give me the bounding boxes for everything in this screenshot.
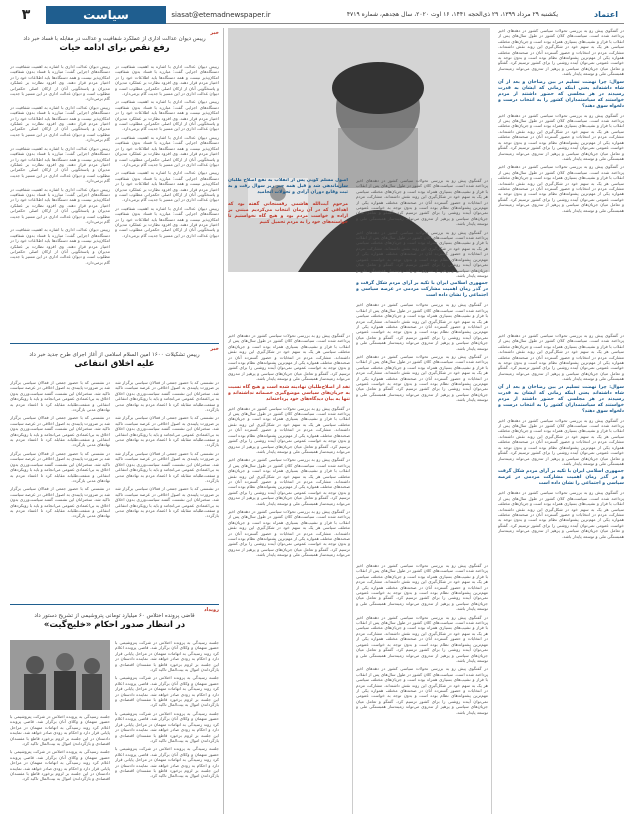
article-body: جلسه رسیدگی به پرونده اختلاس در شرکت پتروشیمی با حضور متهمان و وکلای آنان برگزار شد. قاضی پرونده اعلام کرد روند رسیدگی به اتهامات متهمان در مراحل پایانی قرار دارد و احکام به زودی صادر خواهد شد. نماینده دادستان در این جلسه بر لزوم برخورد قاطع با مفسدان اقتصادی و بازگرداندن اموال به بیت‌المال تاکید کرد. xyxy=(115,640,219,673)
article-body: در نشستی که با حضور جمعی از فعالان سیاسی برگزار شد بر ضرورت پایبندی به اصول اخلاقی در عرصه سیاست تاکید شد. سخنرانان این نشست گفتند سیاست‌ورزی بدون اخلاق به بی‌اعتمادی عمومی می‌انجامد و باید با رویکردهای انتفاعی و منفعت‌طلبانه مقابله کرد تا اعتماد مردم به نهادهای مدنی بازگردد. xyxy=(10,450,110,483)
article-3-col-b xyxy=(115,640,219,814)
article-1-col-b xyxy=(115,64,219,339)
article-body: رییس دیوان عدالت اداری با اشاره به اهمیت شفافیت در دستگاه‌های اجرایی گفت: مبارزه با فساد بدون شفافیت امکان‌پذیر نیست و همه دستگاه‌ها باید اطلاعات خود را در اختیار مردم قرار دهند. وی افزود نظارت بر عملکرد مدیران و پاسخگویی آنان از ارکان اصلی حکمرانی مطلوب است و دیوان عدالت اداری در این مسیر با جدیت گام برمی‌دارد. xyxy=(115,64,219,97)
column-rule xyxy=(352,333,353,814)
article-body: جلسه رسیدگی به پرونده اختلاس در شرکت پتروشیمی با حضور متهمان و وکلای آنان برگزار شد. قاضی پرونده اعلام کرد روند رسیدگی به اتهامات متهمان در مراحل پایانی قرار دارد و احکام به زودی صادر خواهد شد. نماینده دادستان در این جلسه بر لزوم برخورد قاطع با مفسدان اقتصادی و بازگرداندن اموال به بیت‌المال تاکید کرد. xyxy=(115,746,219,779)
body-text: در گفتگوی پیش رو به بررسی تحولات سیاسی کشور در دهه‌های اخیر پرداخته شده است. سیاست‌های کلان کشور در طول سال‌های پس از انقلاب با فراز و نشیب‌های بسیاری همراه بوده است و جریان‌های مختلف سیاسی هر یک به سهم خود در شکل‌گیری این روند نقش داشته‌اند. مشارکت مردم در انتخابات و حضور گسترده آنان در صحنه‌های مختلف همواره یکی از مهم‌ترین پشتوانه‌های نظام بوده است و بدون توجه به خواست عمومی نمی‌توان آینده روشنی را برای کشور ترسیم کرد. گفتگو و تعامل میان جریان‌های سیاسی و پرهیز از تندروی می‌تواند زمینه‌ساز همبستگی ملی و توسعه پایدار باشد. xyxy=(228,508,350,558)
section-divider xyxy=(10,343,219,344)
body-column-3 xyxy=(228,333,350,814)
article-body: رییس دیوان عدالت اداری با اشاره به اهمیت شفافیت در دستگاه‌های اجرایی گفت: مبارزه با فساد بدون شفافیت امکان‌پذیر نیست و همه دستگاه‌ها باید اطلاعات خود را در اختیار مردم قرار دهند. وی افزود نظارت بر عملکرد مدیران و پاسخگویی آنان از ارکان اصلی حکمرانی مطلوب است و دیوان عدالت اداری در این مسیر با جدیت گام برمی‌دارد. xyxy=(115,205,219,238)
article-title[interactable]: رفع نقص برای ادامه حیات xyxy=(59,43,170,53)
section-divider xyxy=(10,604,219,605)
article-body: در نشستی که با حضور جمعی از فعالان سیاسی برگزار شد بر ضرورت پایبندی به اصول اخلاقی در عرصه سیاست تاکید شد. سخنرانان این نشست گفتند سیاست‌ورزی بدون اخلاق به بی‌اعتمادی عمومی می‌انجامد و باید با رویکردهای انتفاعی و منفعت‌طلبانه مقابله کرد تا اعتماد مردم به نهادهای مدنی بازگردد. xyxy=(115,415,219,448)
body-text: در گفتگوی پیش رو به بررسی تحولات سیاسی کشور در دهه‌های اخیر پرداخته شده است. سیاست‌های کلان کشور در طول سال‌های پس از انقلاب با فراز و نشیب‌های بسیاری همراه بوده است و جریان‌های مختلف سیاسی هر یک به سهم خود در شکل‌گیری این روند نقش داشته‌اند. مشارکت مردم در انتخابات و حضور گسترده آنان در صحنه‌های مختلف همواره یکی از مهم‌ترین پشتوانه‌های نظام بوده است و بدون توجه به خواست عمومی نمی‌توان آینده روشنی را برای کشور ترسیم کرد. گفتگو و تعامل میان جریان‌های سیاسی و پرهیز از تندروی می‌تواند زمینه‌ساز همبستگی ملی و توسعه پایدار باشد. xyxy=(356,666,488,715)
body-text: در گفتگوی پیش رو به بررسی تحولات سیاسی کشور در دهه‌های اخیر پرداخته شده است. سیاست‌های کلان کشور در طول سال‌های پس از انقلاب با فراز و نشیب‌های بسیاری همراه بوده است و جریان‌های مختلف سیاسی هر یک به سهم خود در شکل‌گیری این روند نقش داشته‌اند. مشارکت مردم در انتخابات و حضور گسترده آنان در صحنه‌های مختلف همواره یکی از مهم‌ترین پشتوانه‌های نظام بوده است و بدون توجه به خواست عمومی نمی‌توان آینده روشنی را برای کشور ترسیم کرد. گفتگو و تعامل میان جریان‌های سیاسی و پرهیز از تندروی می‌تواند زمینه‌ساز همبستگی ملی و توسعه پایدار باشد. xyxy=(228,333,350,382)
article-title[interactable]: در انتظار صدور احکام «خلیج‌گیت» xyxy=(43,620,186,630)
article-kicker: خبر xyxy=(210,30,219,36)
sidebar-article-2 xyxy=(10,346,219,370)
article-title[interactable]: علیه اخلاق انتفاعی xyxy=(74,359,155,369)
page-content xyxy=(6,28,624,814)
sidebar-article-1 xyxy=(10,30,219,54)
pull-quote: جمهوری اسلامی ایران با تکیه بر آرای مردم شکل گرفت و در گذر زمان اهمیت مشارکت مردمی در عرصه سیاسی و اجتماعی را نشان داده است xyxy=(498,469,624,487)
article-body: رییس دیوان عدالت اداری با اشاره به اهمیت شفافیت در دستگاه‌های اجرایی گفت: مبارزه با فساد بدون شفافیت امکان‌پذیر نیست و همه دستگاه‌ها باید اطلاعات خود را در اختیار مردم قرار دهند. وی افزود نظارت بر عملکرد مدیران و پاسخگویی آنان از ارکان اصلی حکمرانی مطلوب است و دیوان عدالت اداری در این مسیر با جدیت گام برمی‌دارد. xyxy=(115,99,219,132)
section-email[interactable]: siasat@etemadnewspaper.ir xyxy=(166,6,276,24)
article-body: رییس دیوان عدالت اداری با اشاره به اهمیت شفافیت در دستگاه‌های اجرایی گفت: مبارزه با فساد بدون شفافیت امکان‌پذیر نیست و همه دستگاه‌ها باید اطلاعات خود را در اختیار مردم قرار دهند. وی افزود نظارت بر عملکرد مدیران و پاسخگویی آنان از ارکان اصلی حکمرانی مطلوب است و دیوان عدالت اداری در این مسیر با جدیت گام برمی‌دارد. xyxy=(115,170,219,203)
pull-quote: سوال: چرا نهضت تسلیم در بین رضاخان و بعد از آن شاه داشته‌اند یعنی اینکه زمانی که ایشان به قدرت رسیدند در هر مجلسی که حضور داشتند از مردم خواستند که سیاستمداران کشور را به انتخاب درست و دلخواه سوق دهند؟ xyxy=(498,79,624,109)
article-body: در نشستی که با حضور جمعی از فعالان سیاسی برگزار شد بر ضرورت پایبندی به اصول اخلاقی در عرصه سیاست تاکید شد. سخنرانان این نشست گفتند سیاست‌ورزی بدون اخلاق به بی‌اعتمادی عمومی می‌انجامد و باید با رویکردهای انتفاعی و منفعت‌طلبانه مقابله کرد تا اعتماد مردم به نهادهای مدنی بازگردد. xyxy=(115,486,219,519)
page-header xyxy=(6,6,624,24)
article-subtitle: قاضی پرونده اختلاس ۶۰ میلیارد تومانی پتروشیمی از تشریح دستور داد xyxy=(34,613,195,619)
body-column-2 xyxy=(356,178,488,558)
body-column-4 xyxy=(498,333,624,814)
pull-quote: نقد از اصلاح‌طلبان نهادینه شده است و هیچ گاه نسبت به جریان‌های سیاسی موضع‌گیری خصمانه نداشته‌اند و تنها به بیان دیدگاه‌های خود پرداخته‌اند xyxy=(228,384,350,402)
body-text: در گفتگوی پیش رو به بررسی تحولات سیاسی کشور در دهه‌های اخیر پرداخته شده است. سیاست‌های کلان کشور در طول سال‌های پس از انقلاب با فراز و نشیب‌های بسیاری همراه بوده است و جریان‌های مختلف سیاسی هر یک به سهم خود در شکل‌گیری این روند نقش داشته‌اند. مشارکت مردم در انتخابات و حضور گسترده آنان در صحنه‌های مختلف همواره یکی از مهم‌ترین پشتوانه‌های نظام بوده است و بدون توجه به خواست عمومی نمی‌توان آینده روشنی را برای کشور ترسیم کرد. گفتگو و تعامل میان جریان‌های سیاسی و پرهیز از تندروی می‌تواند زمینه‌ساز همبستگی ملی و توسعه پایدار باشد. xyxy=(498,28,624,77)
pull-quote: اصول مسلم گویی پس از انقلاب به نفع اصلاح طلبان سازماندهی شد و قبل همه چیز زیر سوال رفت و به ثبت وقایع دوران آزادی و تحولات انجامید xyxy=(228,178,348,196)
article-body: رییس دیوان عدالت اداری با اشاره به اهمیت شفافیت در دستگاه‌های اجرایی گفت: مبارزه با فساد بدون شفافیت امکان‌پذیر نیست و همه دستگاه‌ها باید اطلاعات خود را در اختیار مردم قرار دهند. وی افزود نظارت بر عملکرد مدیران و پاسخگویی آنان از ارکان اصلی حکمرانی مطلوب است و دیوان عدالت اداری در این مسیر با جدیت گام برمی‌دارد. xyxy=(115,134,219,167)
article-3-col-a xyxy=(10,714,110,814)
sidebar-article-3 xyxy=(10,607,219,631)
article-body: جلسه رسیدگی به پرونده اختلاس در شرکت پتروشیمی با حضور متهمان و وکلای آنان برگزار شد. قاضی پرونده اعلام کرد روند رسیدگی به اتهامات متهمان در مراحل پایانی قرار دارد و احکام به زودی صادر خواهد شد. نماینده دادستان در این جلسه بر لزوم برخورد قاطع با مفسدان اقتصادی و بازگرداندن اموال به بیت‌المال تاکید کرد. xyxy=(10,749,110,782)
body-text: در گفتگوی پیش رو به بررسی تحولات سیاسی کشور در دهه‌های اخیر پرداخته شده است. سیاست‌های کلان کشور در طول سال‌های پس از انقلاب با فراز و نشیب‌های بسیاری همراه بوده است و جریان‌های مختلف سیاسی هر یک به سهم خود در شکل‌گیری این روند نقش داشته‌اند. مشارکت مردم در انتخابات و حضور گسترده آنان در صحنه‌های مختلف همواره یکی از مهم‌ترین پشتوانه‌های نظام بوده است و بدون توجه به خواست عمومی نمی‌توان آینده روشنی را برای کشور ترسیم کرد. گفتگو و تعامل میان جریان‌های سیاسی و پرهیز از تندروی می‌تواند زمینه‌ساز همبستگی ملی و توسعه پایدار باشد. xyxy=(228,405,350,454)
body-text: در گفتگوی پیش رو به بررسی تحولات سیاسی کشور در دهه‌های اخیر پرداخته شده است. سیاست‌های کلان کشور در طول سال‌های پس از انقلاب با فراز و نشیب‌های بسیاری همراه بوده است و جریان‌های مختلف سیاسی هر یک به سهم خود در شکل‌گیری این روند نقش داشته‌اند. مشارکت مردم در انتخابات و حضور گسترده آنان در صحنه‌های مختلف همواره یکی از مهم‌ترین پشتوانه‌های نظام بوده است و بدون توجه به خواست عمومی نمی‌توان آینده روشنی را برای کشور ترسیم کرد. گفتگو و تعامل میان جریان‌های سیاسی و پرهیز از تندروی می‌تواند زمینه‌ساز همبستگی ملی و توسعه پایدار باشد. xyxy=(498,490,624,539)
article-2-col-a xyxy=(10,380,110,600)
body-text: در گفتگوی پیش رو به بررسی تحولات سیاسی کشور در دهه‌های اخیر پرداخته شده است. سیاست‌های کلان کشور در طول سال‌های پس از انقلاب با فراز و نشیب‌های بسیاری همراه بوده است و جریان‌های مختلف سیاسی هر یک به سهم خود در شکل‌گیری این روند نقش داشته‌اند. مشارکت مردم در انتخابات و حضور گسترده آنان در صحنه‌های مختلف همواره یکی از مهم‌ترین پشتوانه‌های نظام بوده است و بدون توجه به خواست عمومی نمی‌توان آینده روشنی را برای کشور ترسیم کرد. گفتگو و تعامل میان جریان‌های سیاسی و پرهیز از تندروی می‌تواند زمینه‌ساز همبستگی ملی و توسعه پایدار باشد. xyxy=(356,563,488,612)
issue-info: یکشنبه ۲۹ مرداد ۱۳۹۹، ۲۹ ذی‌الحجه ۱۴۴۱، ۱۶ اوت ۲۰۲۰، سال هجدهم، شماره ۴۷۱۹ xyxy=(276,6,588,24)
body-text: در گفتگوی پیش رو به بررسی تحولات سیاسی کشور در دهه‌های اخیر پرداخته شده است. سیاست‌های کلان کشور در طول سال‌های پس از انقلاب با فراز و نشیب‌های بسیاری همراه بوده است و جریان‌های مختلف سیاسی هر یک به سهم خود در شکل‌گیری این روند نقش داشته‌اند. مشارکت مردم در انتخابات و حضور گسترده آنان در صحنه‌های مختلف همواره یکی از مهم‌ترین پشتوانه‌های نظام بوده است و بدون توجه به خواست عمومی نمی‌توان آینده روشنی را برای کشور ترسیم کرد. گفتگو و تعامل میان جریان‌های سیاسی و پرهیز از تندروی می‌تواند زمینه‌ساز همبستگی ملی و توسعه پایدار باشد. xyxy=(356,302,488,351)
article-body: در نشستی که با حضور جمعی از فعالان سیاسی برگزار شد بر ضرورت پایبندی به اصول اخلاقی در عرصه سیاست تاکید شد. سخنرانان این نشست گفتند سیاست‌ورزی بدون اخلاق به بی‌اعتمادی عمومی می‌انجامد و باید با رویکردهای انتفاعی و منفعت‌طلبانه مقابله کرد تا اعتماد مردم به نهادهای مدنی بازگردد. xyxy=(115,380,219,413)
body-text: در گفتگوی پیش رو به بررسی تحولات سیاسی کشور در دهه‌های اخیر پرداخته شده است. سیاست‌های کلان کشور در طول سال‌های پس از انقلاب با فراز و نشیب‌های بسیاری همراه بوده است و جریان‌های مختلف سیاسی هر یک به سهم خود در شکل‌گیری این روند نقش داشته‌اند. مشارکت مردم در انتخابات و حضور گسترده آنان در صحنه‌های مختلف همواره یکی از مهم‌ترین پشتوانه‌های نظام بوده است و بدون توجه به خواست عمومی نمی‌توان آینده روشنی را برای کشور ترسیم کرد. گفتگو و تعامل میان جریان‌های سیاسی و پرهیز از تندروی می‌تواند زمینه‌ساز همبستگی ملی و توسعه پایدار باشد. xyxy=(228,457,350,506)
article-kicker: خبر xyxy=(210,346,219,352)
article-subtitle: رییس دیوان عدالت اداری از عملکرد شفافیت و عدالت در مقابله با فساد خبر داد xyxy=(23,36,206,42)
pull-quote: مرحوم آیت‌الله هاشمی رفسنجانی گفته بود که اهدافی که در آن زمان انتخاب می‌کردیم مبتنی بر اراده و خواست مردم بود و هیچ گاه نخواستیم تا خواسته‌های خود را به مردم تحمیل کنیم xyxy=(228,201,348,226)
article-body: جلسه رسیدگی به پرونده اختلاس در شرکت پتروشیمی با حضور متهمان و وکلای آنان برگزار شد. قاضی پرونده اعلام کرد روند رسیدگی به اتهامات متهمان در مراحل پایانی قرار دارد و احکام به زودی صادر خواهد شد. نماینده دادستان در این جلسه بر لزوم برخورد قاطع با مفسدان اقتصادی و بازگرداندن اموال به بیت‌المال تاکید کرد. xyxy=(115,710,219,743)
section-title: سیاست xyxy=(46,6,166,24)
page-number: ۳ xyxy=(6,6,46,24)
article-body: رییس دیوان عدالت اداری با اشاره به اهمیت شفافیت در دستگاه‌های اجرایی گفت: مبارزه با فساد بدون شفافیت امکان‌پذیر نیست و همه دستگاه‌ها باید اطلاعات خود را در اختیار مردم قرار دهند. وی افزود نظارت بر عملکرد مدیران و پاسخگویی آنان از ارکان اصلی حکمرانی مطلوب است و دیوان عدالت اداری در این مسیر با جدیت گام برمی‌دارد. xyxy=(10,104,110,143)
pull-quote: جمهوری اسلامی ایران با تکیه بر آرای مردم شکل گرفت و در گذر زمان اهمیت مشارکت مردمی در عرصه سیاسی و اجتماعی را نشان داده است xyxy=(356,281,488,299)
body-text: در گفتگوی پیش رو به بررسی تحولات سیاسی کشور در دهه‌های اخیر پرداخته شده است. سیاست‌های کلان کشور در طول سال‌های پس از انقلاب با فراز و نشیب‌های بسیاری همراه بوده است و جریان‌های مختلف سیاسی هر یک به سهم خود در شکل‌گیری این روند نقش داشته‌اند. مشارکت مردم در انتخابات و حضور گسترده آنان در صحنه‌های مختلف همواره یکی از مهم‌ترین پشتوانه‌های نظام بوده است و بدون توجه به خواست عمومی نمی‌توان آینده روشنی را برای کشور ترسیم کرد. گفتگو و تعامل میان جریان‌های سیاسی و پرهیز از تندروی می‌تواند زمینه‌ساز همبستگی ملی و توسعه پایدار باشد. xyxy=(356,614,488,663)
article-body: رییس دیوان عدالت اداری با اشاره به اهمیت شفافیت در دستگاه‌های اجرایی گفت: مبارزه با فساد بدون شفافیت امکان‌پذیر نیست و همه دستگاه‌ها باید اطلاعات خود را در اختیار مردم قرار دهند. وی افزود نظارت بر عملکرد مدیران و پاسخگویی آنان از ارکان اصلی حکمرانی مطلوب است و دیوان عدالت اداری در این مسیر با جدیت گام برمی‌دارد. xyxy=(10,227,110,265)
article-body: در نشستی که با حضور جمعی از فعالان سیاسی برگزار شد بر ضرورت پایبندی به اصول اخلاقی در عرصه سیاست تاکید شد. سخنرانان این نشست گفتند سیاست‌ورزی بدون اخلاق به بی‌اعتمادی عمومی می‌انجامد و باید با رویکردهای انتفاعی و منفعت‌طلبانه مقابله کرد تا اعتماد مردم به نهادهای مدنی بازگردد. xyxy=(10,415,110,448)
body-column-5 xyxy=(356,563,488,814)
article-body: در نشستی که با حضور جمعی از فعالان سیاسی برگزار شد بر ضرورت پایبندی به اصول اخلاقی در عرصه سیاست تاکید شد. سخنرانان این نشست گفتند سیاست‌ورزی بدون اخلاق به بی‌اعتمادی عمومی می‌انجامد و باید با رویکردهای انتفاعی و منفعت‌طلبانه مقابله کرد تا اعتماد مردم به نهادهای مدنی بازگردد. xyxy=(10,486,110,519)
article-2-col-b xyxy=(115,380,219,600)
body-text: در گفتگوی پیش رو به بررسی تحولات سیاسی کشور در دهه‌های اخیر پرداخته شده است. سیاست‌های کلان کشور در طول سال‌های پس از انقلاب با فراز و نشیب‌های بسیاری همراه بوده است و جریان‌های مختلف سیاسی هر یک به سهم خود در شکل‌گیری این روند نقش داشته‌اند. مشارکت مردم در انتخابات و حضور گسترده آنان در صحنه‌های مختلف همواره یکی از مهم‌ترین پشتوانه‌های نظام بوده است و بدون توجه به خواست عمومی نمی‌توان آینده روشنی را برای کشور ترسیم کرد. گفتگو و تعامل میان جریان‌های سیاسی و پرهیز از تندروی می‌تواند زمینه‌ساز همبستگی ملی و توسعه پایدار باشد. xyxy=(356,229,488,278)
article-body: جلسه رسیدگی به پرونده اختلاس در شرکت پتروشیمی با حضور متهمان و وکلای آنان برگزار شد. قاضی پرونده اعلام کرد روند رسیدگی به اتهامات متهمان در مراحل پایانی قرار دارد و احکام به زودی صادر خواهد شد. نماینده دادستان در این جلسه بر لزوم برخورد قاطع با مفسدان اقتصادی و بازگرداندن اموال به بیت‌المال تاکید کرد. xyxy=(115,675,219,708)
main-article xyxy=(228,28,624,814)
news-photo xyxy=(10,640,110,710)
article-1-col-a xyxy=(10,64,110,339)
body-text: در گفتگوی پیش رو به بررسی تحولات سیاسی کشور در دهه‌های اخیر پرداخته شده است. سیاست‌های کلان کشور در طول سال‌های پس از انقلاب با فراز و نشیب‌های بسیاری همراه بوده است و جریان‌های مختلف سیاسی هر یک به سهم خود در شکل‌گیری این روند نقش داشته‌اند. مشارکت مردم در انتخابات و حضور گسترده آنان در صحنه‌های مختلف همواره یکی از مهم‌ترین پشتوانه‌های نظام بوده است و بدون توجه به خواست عمومی نمی‌توان آینده روشنی را برای کشور ترسیم کرد. گفتگو و تعامل میان جریان‌های سیاسی و پرهیز از تندروی می‌تواند زمینه‌ساز همبستگی ملی و توسعه پایدار باشد. xyxy=(498,164,624,213)
article-body: در نشستی که با حضور جمعی از فعالان سیاسی برگزار شد بر ضرورت پایبندی به اصول اخلاقی در عرصه سیاست تاکید شد. سخنرانان این نشست گفتند سیاست‌ورزی بدون اخلاق به بی‌اعتمادی عمومی می‌انجامد و باید با رویکردهای انتفاعی و منفعت‌طلبانه مقابله کرد تا اعتماد مردم به نهادهای مدنی بازگردد. xyxy=(10,380,110,413)
body-text: در گفتگوی پیش رو به بررسی تحولات سیاسی کشور در دهه‌های اخیر پرداخته شده است. سیاست‌های کلان کشور در طول سال‌های پس از انقلاب با فراز و نشیب‌های بسیاری همراه بوده است و جریان‌های مختلف سیاسی هر یک به سهم خود در شکل‌گیری این روند نقش داشته‌اند. مشارکت مردم در انتخابات و حضور گسترده آنان در صحنه‌های مختلف همواره یکی از مهم‌ترین پشتوانه‌های نظام بوده است و بدون توجه به خواست عمومی نمی‌توان آینده روشنی را برای کشور ترسیم کرد. گفتگو و تعامل میان جریان‌های سیاسی و پرهیز از تندروی می‌تواند زمینه‌ساز همبستگی ملی و توسعه پایدار باشد. xyxy=(498,333,624,382)
newspaper-logo: اعتماد xyxy=(588,6,624,24)
body-text: در گفتگوی پیش رو به بررسی تحولات سیاسی کشور در دهه‌های اخیر پرداخته شده است. سیاست‌های کلان کشور در طول سال‌های پس از انقلاب با فراز و نشیب‌های بسیاری همراه بوده است و جریان‌های مختلف سیاسی هر یک به سهم خود در شکل‌گیری این روند نقش داشته‌اند. مشارکت مردم در انتخابات و حضور گسترده آنان در صحنه‌های مختلف همواره یکی از مهم‌ترین پشتوانه‌های نظام بوده است و بدون توجه به خواست عمومی نمی‌توان آینده روشنی را برای کشور ترسیم کرد. گفتگو و تعامل میان جریان‌های سیاسی و پرهیز از تندروی می‌تواند زمینه‌ساز همبستگی ملی و توسعه پایدار باشد. xyxy=(356,353,488,403)
article-body: جلسه رسیدگی به پرونده اختلاس در شرکت پتروشیمی با حضور متهمان و وکلای آنان برگزار شد. قاضی پرونده اعلام کرد روند رسیدگی به اتهامات متهمان در مراحل پایانی قرار دارد و احکام به زودی صادر خواهد شد. نماینده دادستان در این جلسه بر لزوم برخورد قاطع با مفسدان اقتصادی و بازگرداندن اموال به بیت‌المال تاکید کرد. xyxy=(10,714,110,747)
article-body: در نشستی که با حضور جمعی از فعالان سیاسی برگزار شد بر ضرورت پایبندی به اصول اخلاقی در عرصه سیاست تاکید شد. سخنرانان این نشست گفتند سیاست‌ورزی بدون اخلاق به بی‌اعتمادی عمومی می‌انجامد و باید با رویکردهای انتفاعی و منفعت‌طلبانه مقابله کرد تا اعتماد مردم به نهادهای مدنی بازگردد. xyxy=(115,450,219,483)
article-kicker: رویداد xyxy=(203,607,219,613)
body-text: در گفتگوی پیش رو به بررسی تحولات سیاسی کشور در دهه‌های اخیر پرداخته شده است. سیاست‌های کلان کشور در طول سال‌های پس از انقلاب با فراز و نشیب‌های بسیاری همراه بوده است و جریان‌های مختلف سیاسی هر یک به سهم خود در شکل‌گیری این روند نقش داشته‌اند. مشارکت مردم در انتخابات و حضور گسترده آنان در صحنه‌های مختلف همواره یکی از مهم‌ترین پشتوانه‌های نظام بوده است و بدون توجه به خواست عمومی نمی‌توان آینده روشنی را برای کشور ترسیم کرد. گفتگو و تعامل میان جریان‌های سیاسی و پرهیز از تندروی می‌تواند زمینه‌ساز همبستگی ملی و توسعه پایدار باشد. xyxy=(498,112,624,161)
column-rule xyxy=(491,178,492,814)
article-subtitle: رییس تشکیلات ۱۶۰۰ امین السلام اسلامی از آغاز اجرای طرح جدید خبر داد xyxy=(29,352,200,358)
article-body: رییس دیوان عدالت اداری با اشاره به اهمیت شفافیت در دستگاه‌های اجرایی گفت: مبارزه با فساد بدون شفافیت امکان‌پذیر نیست و همه دستگاه‌ها باید اطلاعات خود را در اختیار مردم قرار دهند. وی افزود نظارت بر عملکرد مدیران و پاسخگویی آنان از ارکان اصلی حکمرانی مطلوب است و دیوان عدالت اداری در این مسیر با جدیت گام برمی‌دارد. xyxy=(10,186,110,224)
pull-quote-box xyxy=(228,178,348,328)
body-text: در گفتگوی پیش رو به بررسی تحولات سیاسی کشور در دهه‌های اخیر پرداخته شده است. سیاست‌های کلان کشور در طول سال‌های پس از انقلاب با فراز و نشیب‌های بسیاری همراه بوده است و جریان‌های مختلف سیاسی هر یک به سهم خود در شکل‌گیری این روند نقش داشته‌اند. مشارکت مردم در انتخابات و حضور گسترده آنان در صحنه‌های مختلف همواره یکی از مهم‌ترین پشتوانه‌های نظام بوده است و بدون توجه به خواست عمومی نمی‌توان آینده روشنی را برای کشور ترسیم کرد. گفتگو و تعامل میان جریان‌های سیاسی و پرهیز از تندروی می‌تواند زمینه‌ساز همبستگی ملی و توسعه پایدار باشد. xyxy=(498,417,624,466)
body-column-1 xyxy=(498,28,624,328)
sidebar xyxy=(6,28,224,814)
article-body: رییس دیوان عدالت اداری با اشاره به اهمیت شفافیت در دستگاه‌های اجرایی گفت: مبارزه با فساد بدون شفافیت امکان‌پذیر نیست و همه دستگاه‌ها باید اطلاعات خود را در اختیار مردم قرار دهند. وی افزود نظارت بر عملکرد مدیران و پاسخگویی آنان از ارکان اصلی حکمرانی مطلوب است و دیوان عدالت اداری در این مسیر با جدیت گام برمی‌دارد. xyxy=(10,145,110,184)
body-text: در گفتگوی پیش رو به بررسی تحولات سیاسی کشور در دهه‌های اخیر پرداخته شده است. سیاست‌های کلان کشور در طول سال‌های پس از انقلاب با فراز و نشیب‌های بسیاری همراه بوده است و جریان‌های مختلف سیاسی هر یک به سهم خود در شکل‌گیری این روند نقش داشته‌اند. مشارکت مردم در انتخابات و حضور گسترده آنان در صحنه‌های مختلف همواره یکی از مهم‌ترین پشتوانه‌های نظام بوده است و بدون توجه به خواست عمومی نمی‌توان آینده روشنی را برای کشور ترسیم کرد. گفتگو و تعامل میان جریان‌های سیاسی و پرهیز از تندروی می‌تواند زمینه‌ساز همبستگی ملی و توسعه پایدار باشد. xyxy=(356,178,488,227)
pull-quote: سوال: چرا نهضت تسلیم در بین رضاخان و بعد از آن شاه داشته‌اند یعنی اینکه زمانی که ایشان به قدرت رسیدند در هر مجلسی که حضور داشتند از مردم خواستند که سیاستمداران کشور را به انتخاب درست و دلخواه سوق دهند؟ xyxy=(498,384,624,414)
article-body: رییس دیوان عدالت اداری با اشاره به اهمیت شفافیت در دستگاه‌های اجرایی گفت: مبارزه با فساد بدون شفافیت امکان‌پذیر نیست و همه دستگاه‌ها باید اطلاعات خود را در اختیار مردم قرار دهند. وی افزود نظارت بر عملکرد مدیران و پاسخگویی آنان از ارکان اصلی حکمرانی مطلوب است و دیوان عدالت اداری در این مسیر با جدیت گام برمی‌دارد. xyxy=(10,64,110,102)
